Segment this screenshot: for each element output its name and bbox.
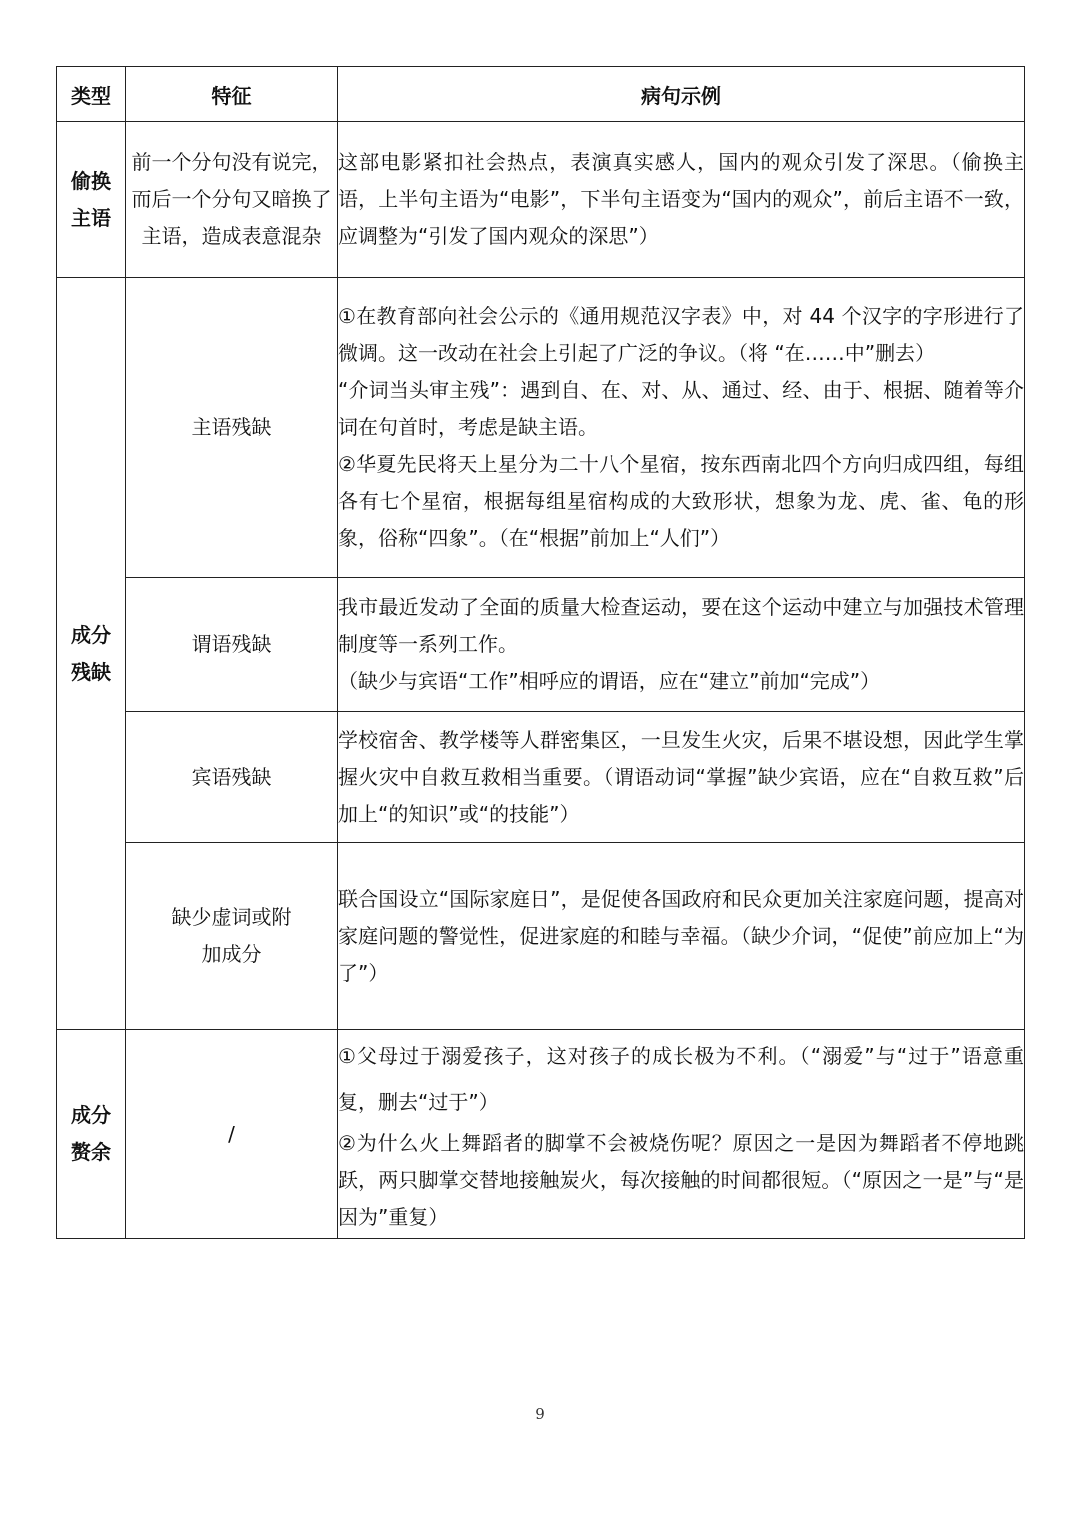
example-cell: 联合国设立“国际家庭日”，是促使各国政府和民众更加关注家庭问题，提高对家庭问题的警觉性，促进家庭的和睦与幸福。（缺少介词，“促使”前应加上“为了”） [338,843,1025,1030]
type-cell: 成分 残缺 [57,278,126,1030]
example-cell: 学校宿舍、教学楼等人群密集区，一旦发生火灾，后果不堪设想，因此学生掌握火灾中自救互救相当重要。（谓语动词“掌握”缺少宾语，应在“自救互救”后加上“的知识”或“的技能”） [338,712,1025,843]
header-row [57,67,1025,122]
header-type: 类型 [57,67,126,122]
type-cell: 偷换 主语 [57,122,126,278]
example-cell: ①父母过于溺爱孩子，这对孩子的成长极为不利。（“溺爱”与“过于”语意重复，删去“过于”） ②为什么火上舞蹈者的脚掌不会被烧伤呢？原因之一是因为舞蹈者不停地跳跃，两只脚掌交替地接触炭火，每次接触的时间都很短。（“原因之一是”与“是因为”重复） [338,1030,1025,1239]
header-example: 病句示例 [338,67,1025,122]
page-number: 9 [535,1405,545,1423]
type-cell: 成分 赘余 [57,1030,126,1239]
table-row [57,712,1025,843]
grammar-error-table [56,66,1025,1239]
feature-cell: 前一个分句没有说完，而后一个分句又暗换了主语，造成表意混杂 [126,122,338,278]
example-cell: 这部电影紧扣社会热点，表演真实感人，国内的观众引发了深思。（偷换主语，上半句主语为“电影”，下半句主语变为“国内的观众”，前后主语不一致，应调整为“引发了国内观众的深思”） [338,122,1025,278]
table-row [57,578,1025,712]
example-cell: 我市最近发动了全面的质量大检查运动，要在这个运动中建立与加强技术管理制度等一系列工作。 （缺少与宾语“工作”相呼应的谓语，应在“建立”前加“完成”） [338,578,1025,712]
feature-cell: 宾语残缺 [126,712,338,843]
feature-cell: 缺少虚词或附加成分 [126,843,338,1030]
table-row [57,1030,1025,1239]
feature-cell: 主语残缺 [126,278,338,578]
header-feature: 特征 [126,67,338,122]
feature-cell: 谓语残缺 [126,578,338,712]
table-row [57,122,1025,278]
table-row [57,843,1025,1030]
example-cell: ①在教育部向社会公示的《通用规范汉字表》中，对 44 个汉字的字形进行了微调。这一改动在社会上引起了广泛的争议。（将 “在……中”删去） “介词当头审主残”：遇到自、在、对、从、通过、经、由于、根据、随着等介词在句首时，考虑是缺主语。 ②华夏先民将天上星分为二十八个星宿，按东西南北四个方向归成四组，每组各有七个星宿，根据每组星宿构成的大致形状，想象为龙、虎、雀、龟的形象，俗称“四象”。（在“根据”前加上“人们”） [338,278,1025,578]
table-row [57,278,1025,578]
feature-cell: / [126,1030,338,1239]
